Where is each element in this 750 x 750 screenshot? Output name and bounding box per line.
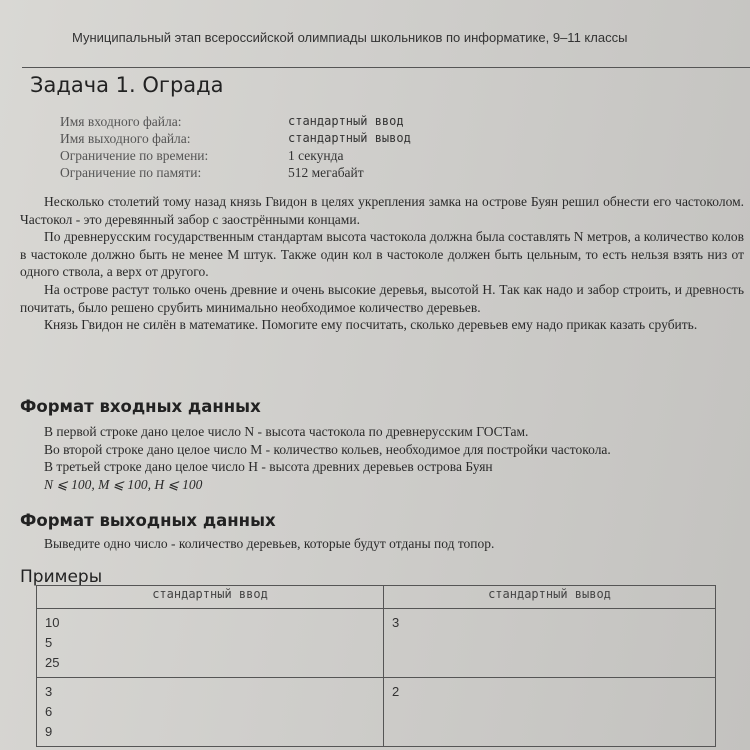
example-row — [37, 609, 716, 678]
meta-row — [60, 164, 411, 181]
meta-row — [60, 113, 411, 130]
examples-table — [36, 585, 716, 747]
example-input-line: 10 — [45, 615, 60, 630]
examples-header-row — [37, 586, 716, 609]
example-input — [37, 609, 384, 678]
statement-paragraph: Князь Гвидон не силён в математике. Помогите ему посчитать, сколько деревьев ему надо прикак казать срубить. — [44, 317, 698, 333]
example-output — [384, 678, 716, 747]
example-input-line: 6 — [45, 704, 53, 719]
example-input — [37, 678, 384, 747]
example-input-line: 5 — [45, 635, 53, 650]
statement-paragraph: Несколько столетий тому назад князь Гвидон в целях укрепления замка на острове Буян решил обнести его частоколом. Частокол - это деревянный забор с заострёнными концами. — [20, 194, 744, 227]
meta-key: Имя входного файла: — [60, 114, 182, 129]
example-output — [384, 609, 716, 678]
meta-value: стандартный ввод — [288, 114, 404, 128]
problem-meta — [60, 113, 411, 181]
examples-heading: Примеры — [20, 567, 103, 587]
meta-key: Имя выходного файла: — [60, 131, 191, 146]
meta-value: стандартный вывод — [288, 131, 411, 145]
example-input-line: 9 — [45, 724, 53, 739]
input-format-heading: Формат входных данных — [20, 397, 261, 416]
example-input-line: 3 — [45, 684, 53, 699]
statement-paragraph: На острове растут только очень древние и очень высокие деревья, высотой H. Так как надо и забор строить, и древность почитать, было решено срубить минимально необходимое количество деревьев. — [20, 281, 744, 315]
meta-row — [60, 130, 411, 147]
output-format-heading: Формат выходных данных — [20, 511, 276, 530]
statement-paragraph: По древнерусским государственным стандартам высота частокола должна была составлять N метров, а количество колов в частоколе должно быть не менее M штук. Также один кол в частоколе должен быть цельным, то есть нельзя взять низ от одного ствола, а верх от другого. — [20, 229, 744, 280]
running-header: Муниципальный этап всероссийской олимпиады школьников по информатике, 9–11 классы — [72, 30, 628, 45]
example-input-line: 25 — [45, 655, 60, 670]
meta-row — [60, 147, 411, 164]
example-output-line: 2 — [392, 684, 400, 699]
input-column-header: стандартный ввод — [37, 586, 384, 609]
header-rule — [22, 67, 750, 68]
output-column-header: стандартный вывод — [384, 586, 716, 609]
constraints-line: N ⩽ 100, M ⩽ 100, H ⩽ 100 — [44, 476, 203, 492]
input-format-line: Во второй строке дано целое число M - количество кольев, необходимое для постройки частокола. — [44, 441, 611, 457]
input-format-line: В третьей строке дано целое число H - высота древних деревьев острова Буян — [44, 459, 493, 475]
problem-title: Задача 1. Ограда — [30, 73, 224, 97]
example-row — [37, 678, 716, 747]
problem-statement — [20, 193, 744, 334]
input-format-text — [44, 423, 748, 493]
meta-key: Ограничение по памяти: — [60, 165, 202, 180]
input-format-line: В первой строке дано целое число N - высота частокола по древнерусским ГОСТам. — [44, 424, 529, 439]
output-format-text — [44, 535, 748, 553]
meta-value: 512 мегабайт — [288, 165, 364, 180]
meta-key: Ограничение по времени: — [60, 148, 209, 163]
output-format-line: Выведите одно число - количество деревьев, которые будут отданы под топор. — [44, 536, 495, 551]
meta-value: 1 секунда — [288, 148, 344, 163]
example-output-line: 3 — [392, 615, 400, 630]
